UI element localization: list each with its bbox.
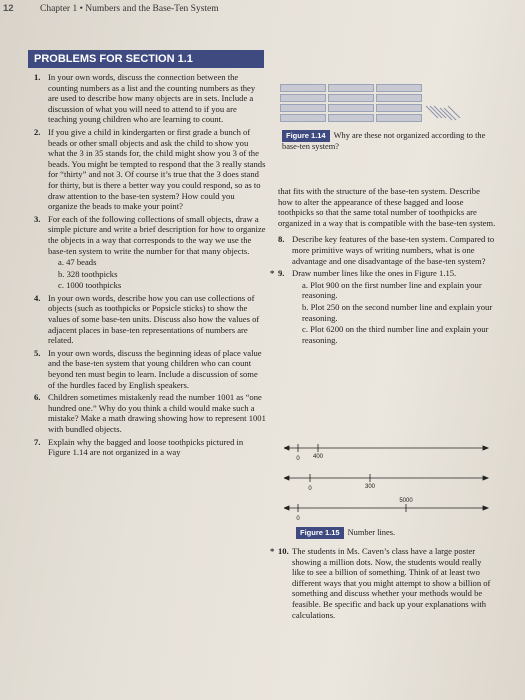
chapter-title: Chapter 1 • Numbers and the Base-Ten System (40, 4, 219, 14)
line1-right-label: 400 (312, 454, 324, 460)
running-header (0, 0, 300, 22)
problem-3a: a. 47 beads (58, 257, 97, 268)
problem-3c: c. 1000 toothpicks (58, 280, 122, 291)
problem-1: 1. In your own words, discuss the connection between the counting numbers as a list and the counting numbers as they are used to describe how many objects are in sets. Include a discussion of what you will need to attend to if you are teaching young children who are learning to count. (34, 72, 256, 125)
section-banner: PROBLEMS FOR SECTION 1.1 (28, 50, 264, 68)
line2-left-label: 0 (308, 486, 312, 492)
bagged-toothpicks (280, 114, 326, 122)
bagged-toothpicks (328, 114, 374, 122)
left-column (34, 72, 266, 460)
problem-8: 8. Describe key features of the base-ten system. Compared to more primitive ways of writing numbers, what is one advantage and one disadvantage of the base-ten system? (278, 234, 495, 266)
page-number: 12 (3, 3, 14, 14)
problem-10-block (270, 546, 496, 622)
right-column (270, 186, 496, 347)
problem-10: * 10. The students in Ms. Caven’s class have a large poster showing a million dots. Now, the students would really like to see a billion of something. Think of at least two different ways that you might attempt to show a billion of something and discuss whether your methods would be feasible. Be specific and back up your explanations with calculations. (270, 546, 491, 620)
line1-left-label: 0 (296, 456, 300, 462)
bagged-toothpicks (328, 104, 374, 112)
problem-4: 4. In your own words, describe how you can use collections of objects (such as toothpicks or Popsicle sticks) to show the values of some base-ten units. Discuss also how the values of adjacent places in base-ten representations of numbers are related. (34, 292, 260, 346)
problem-6: 6. Children sometimes mistakenly read the number 1001 as “one hundred one.” Why do you think a child would make such a mistake? Make a math drawing showing how to represent 1001 with bundled objects. (34, 392, 266, 434)
problem-7: 7. Explain why the bagged and loose toothpicks pictured in Figure 1.14 are not organized in a way (34, 436, 244, 458)
problem-2: 2. If you give a child in kindergarten or first grade a bunch of beads or other small objects and ask the child to show you what the 3 in 35 stands for, the child might show you 3 of the beads. You might be tempted to respond that the 3 really stands for “thirty” and not 3. Of course it’s true that the 3 does stand for thirty, but is there a better way you could respond, so as to draw attention to the base-ten system? How could you organize the beads to make your point? (34, 126, 266, 212)
figure-1-15-number-lines (284, 438, 494, 524)
problem-3: 3. For each of the following collections of small objects, draw a simple picture and write a brief description for how to organize the objects in a way that corresponds to the way we use the base-ten system to write the number for that many objects. a. 47 beads b. 328 toothpicks c. 1000 toothpicks (34, 213, 266, 291)
bagged-toothpicks (376, 104, 422, 112)
problem-9a: a. Plot 900 on the first number line and explain your reasoning. (302, 279, 482, 301)
figure-1-15-caption: Figure 1.15 Number lines. (296, 527, 395, 539)
bagged-toothpicks (280, 94, 326, 102)
bagged-toothpicks (328, 94, 374, 102)
loose-toothpicks-icon (424, 102, 464, 128)
problem-7-continuation: that fits with the structure of the base-ten system. Describe how to alter the appearance of these bagged and loose toothpicks so that the same total number of toothpicks are organized in a way that is compatible with the base-ten system. (278, 186, 496, 228)
problem-5: 5. In your own words, discuss the beginning ideas of place value and the base-ten system that young children who can count beyond ten must begin to learn. Include a discussion of some of the hurdles faced by English speakers. (34, 347, 262, 390)
bagged-toothpicks (376, 84, 422, 92)
bagged-toothpicks (376, 114, 422, 122)
bagged-toothpicks (280, 104, 326, 112)
problem-9: * 9. Draw number lines like the ones in Figure 1.15. a. Plot 900 on the first number line and explain your reasoning. b. Plot 250 on the second number line and explain your reasoning. c. Plot 6200 on the third number line and explain your reasoning. (278, 268, 496, 345)
problem-9b: b. Plot 250 on the second number line and explain your reasoning. (302, 301, 493, 323)
line3-right-label: 5000 (399, 498, 413, 504)
bagged-toothpicks (328, 84, 374, 92)
problem-9c: c. Plot 6200 on the third number line and explain your reasoning. (302, 324, 489, 345)
figure-1-14-caption: Figure 1.14 Why are these not organized according to the base-ten system? (282, 131, 486, 151)
bagged-toothpicks (280, 84, 326, 92)
bagged-toothpicks (376, 94, 422, 102)
figure-1-14-toothpicks (278, 82, 498, 134)
line2-right-label: 300 (364, 484, 376, 490)
problem-3b: b. 328 toothpicks (58, 268, 118, 279)
line3-left-label: 0 (296, 516, 300, 522)
